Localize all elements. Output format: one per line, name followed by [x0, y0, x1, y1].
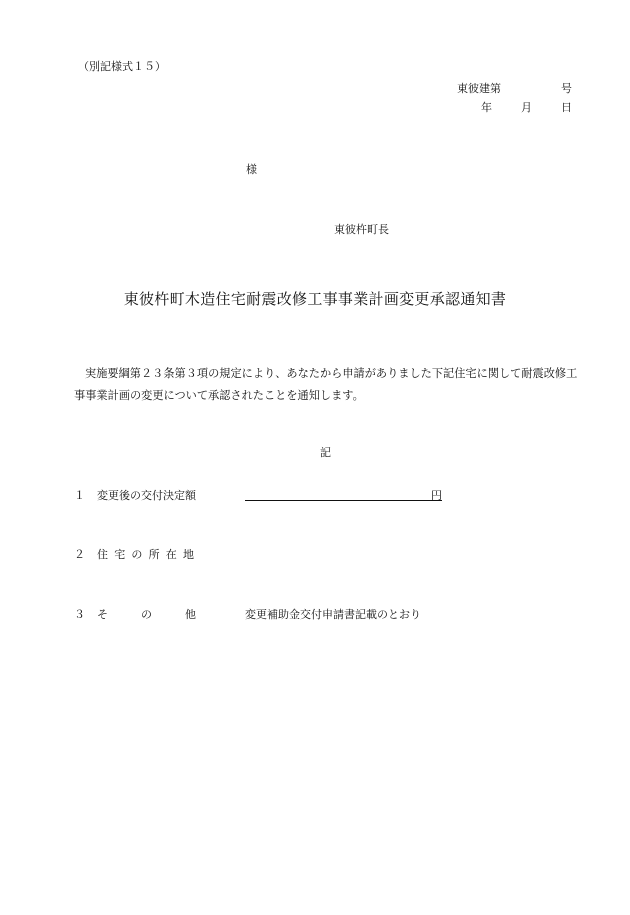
document-number-label: 東彼建第: [457, 82, 501, 95]
item-number: １: [74, 489, 85, 502]
date-year: 年: [481, 101, 492, 114]
item-amount: [74, 489, 442, 501]
item-label: そ の 他: [97, 608, 196, 621]
issuer: 東彼杵町長: [334, 223, 389, 236]
form-label: （別記様式１５）: [78, 60, 166, 73]
document-title: 東彼杵町木造住宅耐震改修工事事業計画変更承認通知書: [123, 290, 507, 308]
item-other: [74, 609, 421, 620]
addressee-honorific: 様: [246, 163, 257, 176]
document-number: [457, 83, 572, 94]
item-number: ２: [74, 548, 92, 561]
item-number: ３: [74, 608, 85, 621]
item-location: [74, 549, 200, 560]
body-paragraph: [74, 363, 584, 407]
document-date: [481, 102, 572, 113]
document-number-suffix: 号: [561, 82, 572, 95]
ki-heading: 記: [320, 446, 331, 459]
date-month: 月: [521, 101, 532, 114]
amount-unit: 円: [431, 489, 442, 502]
date-day: 日: [561, 101, 572, 114]
item-label: 変更後の交付決定額: [97, 489, 196, 502]
item-value: 変更補助金交付申請書記載のとおり: [245, 608, 421, 621]
item-label: 住宅の所在地: [97, 548, 201, 561]
body-text: 実施要綱第２３条第３項の規定により、あなたから申請がありました下記住宅に関して耐震改修工事事業計画の変更について承認されたことを通知します。: [74, 367, 578, 402]
amount-blank-line: [245, 489, 431, 501]
